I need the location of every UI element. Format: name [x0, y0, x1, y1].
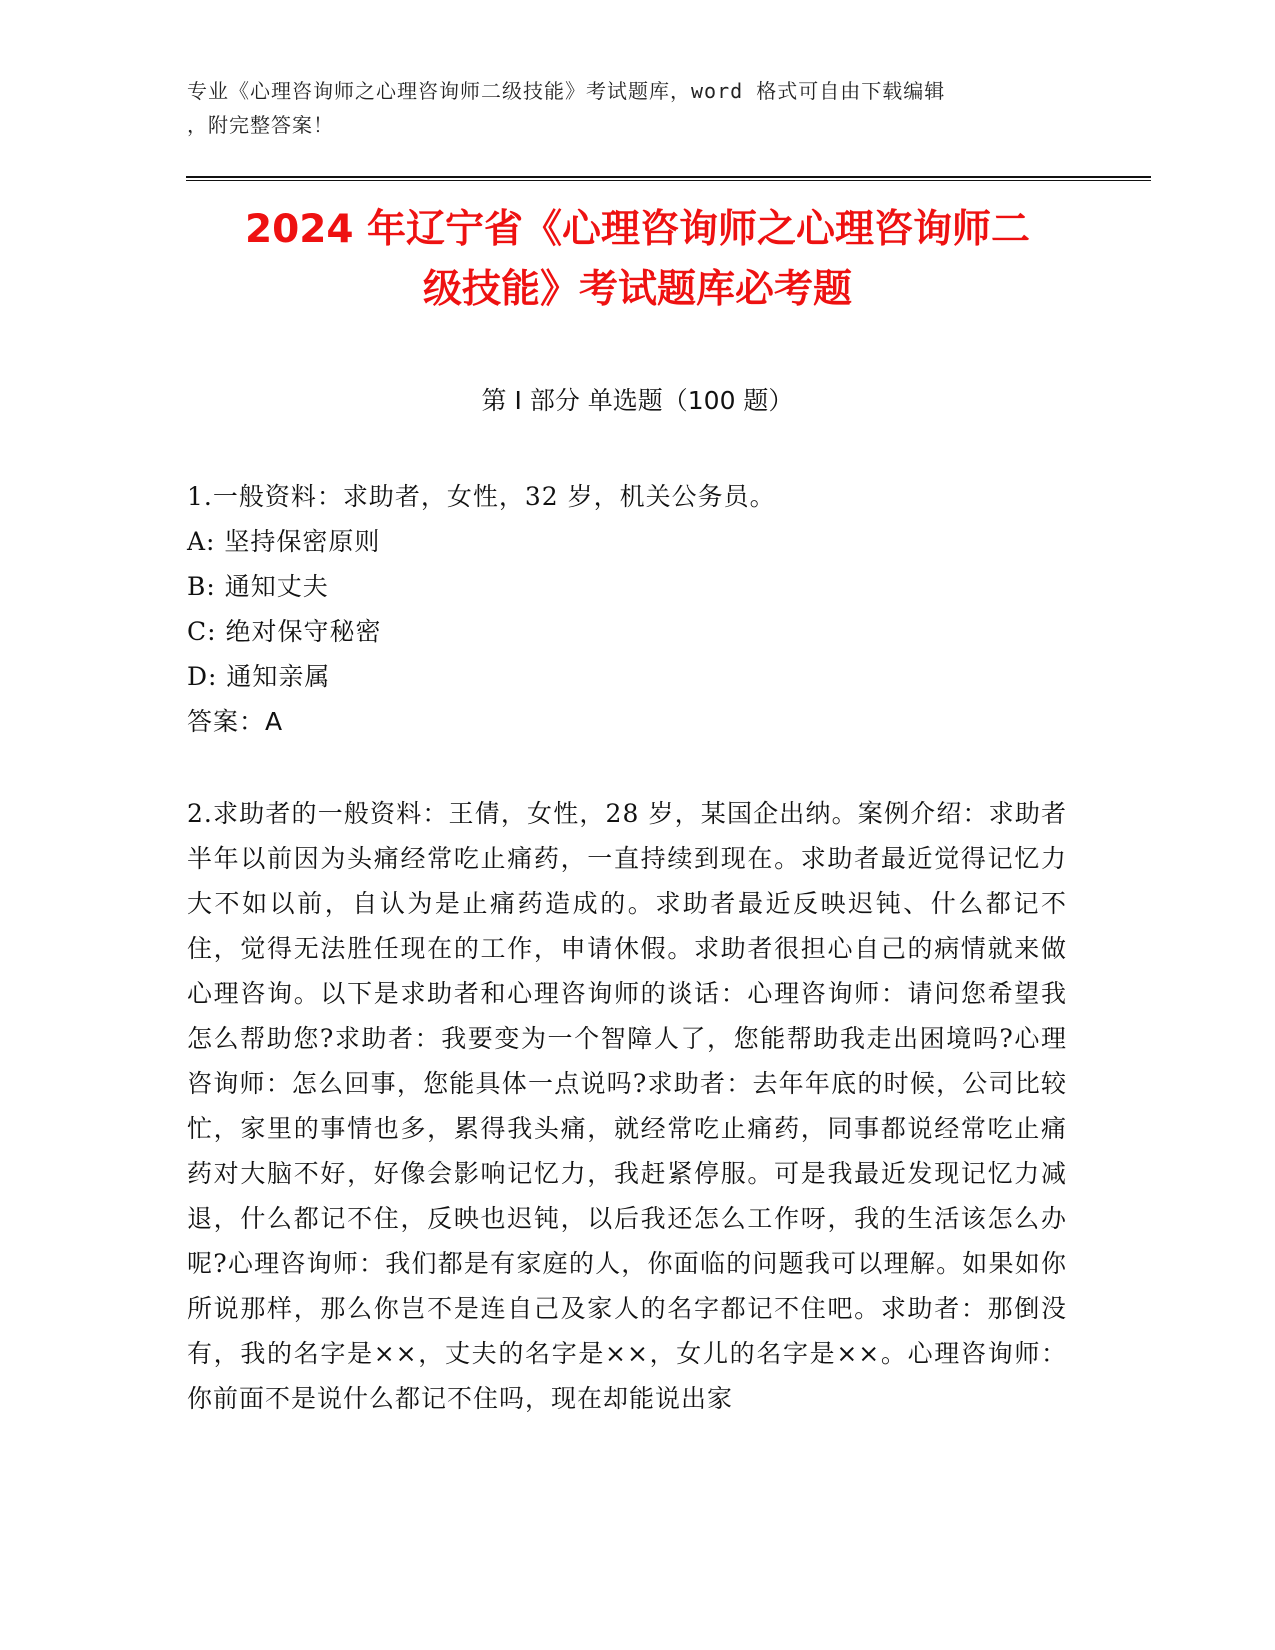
header-divider	[186, 176, 1151, 181]
header-note-line-2: ，附完整答案！	[187, 113, 334, 137]
option-a: A: 坚持保密原则	[187, 527, 381, 556]
document-title-line-2: 级技能》考试题库必考题	[422, 267, 852, 312]
question-list	[187, 474, 1067, 1421]
question-stem: 1.一般资料：求助者，女性，32 岁，机关公务员。	[187, 482, 776, 511]
option-b: B: 通知丈夫	[187, 572, 329, 601]
question-stem: 2.求助者的一般资料：王倩，女性，28 岁，某国企出纳。案例介绍：求助者半年以前因为头痛经常吃止痛药，一直持续到现在。求助者最近觉得记忆力大不如以前，自认为是止痛药造成的。求助者最近反映迟钝、什么都记不住，觉得无法胜任现在的工作，申请休假。求助者很担心自己的病情就来做心理咨询。以下是求助者和心理咨询师的谈话：心理咨询师：请问您希望我怎么帮助您?求助者：我要变为一个智障人了，您能帮助我走出困境吗?心理咨询师：怎么回事，您能具体一点说吗?求助者：去年年底的时候，公司比较忙，家里的事情也多，累得我头痛，就经常吃止痛药，同事都说经常吃止痛药对大脑不好，好像会影响记忆力，我赶紧停服。可是我最近发现记忆力减退，什么都记不住，反映也迟钝，以后我还怎么工作呀，我的生活该怎么办呢?心理咨询师：我们都是有家庭的人，你面临的问题我可以理解。如果如你所说那样，那么你岂不是连自己及家人的名字都记不住吧。求助者：那倒没有，我的名字是××，丈夫的名字是××，女儿的名字是××。心理咨询师：你前面不是说什么都记不住吗，现在却能说出家	[187, 799, 1067, 1413]
answer: 答案：A	[187, 707, 284, 736]
header-divider-thick	[186, 176, 1151, 178]
option-d: D: 通知亲属	[187, 662, 331, 691]
question-2	[187, 791, 1067, 1421]
option-c: C: 绝对保守秘密	[187, 617, 382, 646]
section-title: 第 I 部分 单选题（100 题）	[481, 386, 794, 415]
header-note-line-1: 专业《心理咨询师之心理咨询师二级技能》考试题库，word 格式可自由下载编辑	[187, 79, 946, 103]
question-1	[187, 474, 1067, 744]
document-title	[150, 200, 1125, 320]
header-divider-thin	[186, 180, 1151, 181]
header-note	[187, 74, 1087, 142]
document-title-line-1: 2024 年辽宁省《心理咨询师之心理咨询师二	[244, 207, 1031, 252]
